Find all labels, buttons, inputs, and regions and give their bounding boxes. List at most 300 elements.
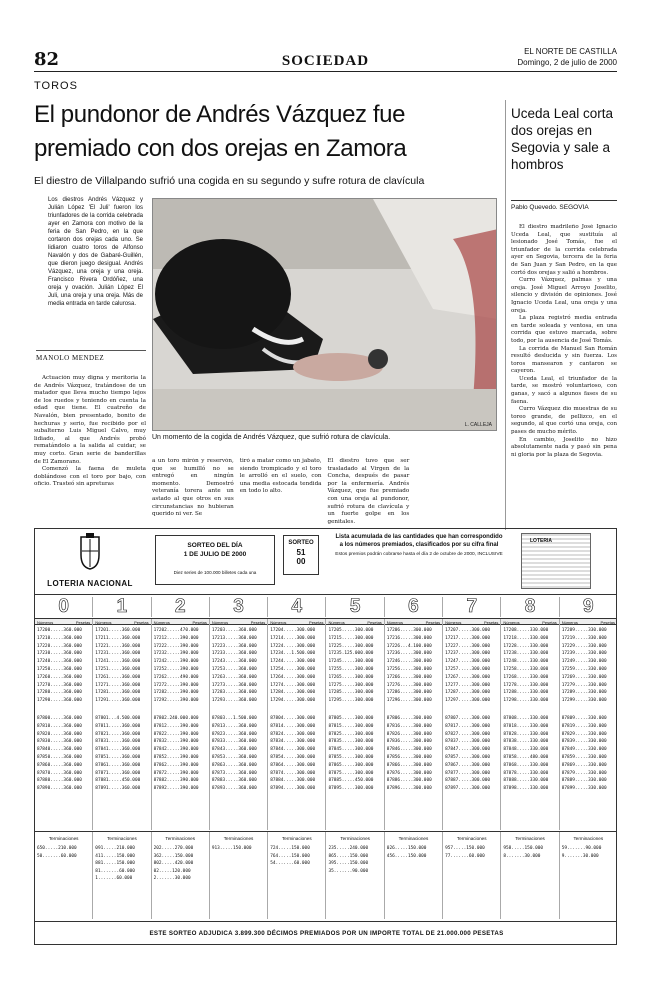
prize-entry: 17242.....390.000 <box>153 659 199 665</box>
prize-entry: 87851.....360.000 <box>95 754 141 760</box>
list-note: Estos premios podrán cobrarse hasta el día 2 de octubre de 2000, INCLUSIVE <box>335 552 503 557</box>
prize-entry: 17208.....330.000 <box>503 628 549 633</box>
terminacion-entry: 395.....150.000 <box>328 861 369 867</box>
prize-entry: 17244.....300.000 <box>270 659 316 665</box>
prize-entry: 87805.....300.000 <box>328 715 374 721</box>
prize-entry: 87856.....300.000 <box>386 754 432 760</box>
article-headline: El pundonor de Andrés Vázquez fue premiado con dos orejas en Zamora <box>34 101 407 162</box>
terminacion-entry: 235.....240.000 <box>328 846 369 851</box>
ticket-image <box>521 533 591 589</box>
numeros-label: Números <box>95 620 112 625</box>
side-article-byline: Pablo Quevedo. SEGOVIA <box>511 200 617 211</box>
prize-entry: 17263.....360.000 <box>211 674 257 680</box>
prize-entry: 87801...4.500.000 <box>95 715 141 721</box>
prize-entry: 17243.....360.000 <box>211 659 257 665</box>
terminacion-entry: 724.....150.000 <box>270 846 310 851</box>
prize-entry: 87870.....360.000 <box>37 770 82 776</box>
prize-entry: 87810.....360.000 <box>37 723 82 729</box>
prize-entry: 87895.....300.000 <box>328 786 374 792</box>
prize-entry: 87876.....300.000 <box>386 770 432 776</box>
prize-entry: 17218.....330.000 <box>503 635 549 641</box>
prize-entry: 87884.....300.000 <box>270 778 316 784</box>
prize-entry: 17273.....360.000 <box>211 682 257 688</box>
prize-entry: 87852.....390.000 <box>153 754 199 760</box>
prize-entry: 17259.....330.000 <box>561 666 607 672</box>
side-paragraph: En cambio, Joselito no hizo absolutamente nada y pasó sin pena ni gloria por la plaza de Segovia. <box>511 436 617 458</box>
terminaciones-label: Terminaciones <box>223 836 254 841</box>
prize-entry: 17237.....300.000 <box>445 651 491 657</box>
column-label <box>501 619 559 626</box>
column-label <box>93 619 151 626</box>
article-subhead: El diestro de Villalpando sufrió una cogida en su segundo y sufre rotura de clavícula <box>34 175 425 187</box>
article-body <box>34 375 146 540</box>
prize-entry: 87869.....330.000 <box>561 762 607 768</box>
prize-entry: 87841.....360.000 <box>95 747 141 753</box>
terminaciones-column <box>385 832 443 919</box>
digit-header: 2 <box>152 597 210 617</box>
side-paragraph: Curro Vázquez, palmas y una oreja. José Miguel Arroyo Joselito, silencio y división de opiniones. José Ignacio Uceda Leal, una oreja y una oreja. <box>511 277 617 314</box>
prize-entry: 87864.....300.000 <box>270 762 316 768</box>
prize-entry: 87861.....360.000 <box>95 762 141 768</box>
pesetas-label: Pesetas <box>75 620 91 625</box>
prize-entry: 17206.....300.000 <box>386 628 432 633</box>
prize-column <box>268 626 326 830</box>
prize-entry: 17245.....300.000 <box>328 659 374 665</box>
prize-entry: 17220.....360.000 <box>37 643 82 649</box>
article-author: MANOLO MENDEZ <box>36 350 146 362</box>
terminaciones-label: Terminaciones <box>282 836 312 841</box>
prize-entry: 17286.....300.000 <box>386 690 432 696</box>
prize-entry: 87832.....390.000 <box>153 739 199 745</box>
prize-entry: 17296.....300.000 <box>386 698 432 704</box>
terminacion-entry: 764.....150.000 <box>270 853 310 859</box>
prize-entry: 87874.....300.000 <box>270 770 316 776</box>
prize-entry: 17262.....490.000 <box>153 674 199 680</box>
prize-entry: 17217.....300.000 <box>445 635 491 641</box>
prize-entry: 87894.....300.000 <box>270 786 316 792</box>
body-paragraph: Comenzó la faena de muleta doblándose con el toro por bajo, con oficio. Trasteó sin apreturas <box>34 466 146 488</box>
prize-entry: 17265.....300.000 <box>328 674 374 680</box>
prize-entry: 87886.....300.000 <box>386 778 432 784</box>
prize-entry: 87858.....480.000 <box>503 754 549 760</box>
bullfight-photo <box>152 198 497 431</box>
prize-entry: 17288.....330.000 <box>503 690 549 696</box>
terminaciones-label: Terminaciones <box>107 836 137 841</box>
prize-entry: 87887.....300.000 <box>445 778 491 784</box>
column-label <box>443 619 501 626</box>
prize-entry: 87808.....330.000 <box>503 715 549 721</box>
page-header <box>34 46 617 72</box>
prize-entry: 17256.....300.000 <box>386 666 432 672</box>
article-kicker: TOROS <box>34 80 78 92</box>
prize-entry: 17202.....470.000 <box>153 628 199 633</box>
prize-entry: 17264.....300.000 <box>270 674 316 680</box>
prize-entry: 17290.....360.000 <box>37 698 82 704</box>
issue-date: Domingo, 2 de julio de 2000 <box>517 58 617 67</box>
terminaciones-column <box>268 832 326 919</box>
prize-entry: 87875.....300.000 <box>328 770 374 776</box>
prize-entry: 87898.....330.000 <box>503 786 549 792</box>
side-article-body <box>511 224 617 524</box>
prize-entry: 87862.....390.000 <box>153 762 199 768</box>
lottery-brand: LOTERIA NACIONAL <box>47 579 133 588</box>
prize-entry: 17272.....390.000 <box>153 682 199 688</box>
numeros-label: Números <box>328 620 345 625</box>
prize-entry: 17231.....360.000 <box>95 651 141 657</box>
prize-entry: 17232.....390.000 <box>153 651 199 657</box>
prize-entry: 17281.....360.000 <box>95 690 141 696</box>
column-label <box>326 619 384 626</box>
prize-entry: 87899.....330.000 <box>561 786 607 792</box>
prize-entry: 17249.....330.000 <box>561 659 607 665</box>
prize-entry: 87829.....330.000 <box>561 731 607 737</box>
digit-header: 9 <box>560 597 617 617</box>
continuation-column: tiró a matar como un jabato, siendo trompicado y el toro le arrolló en el suelo, con una media estocada tendida en todo lo alto. <box>239 458 322 495</box>
numeros-label: Números <box>37 620 54 625</box>
terminacion-entry: 362.....150.000 <box>153 853 194 859</box>
prize-column <box>560 626 617 830</box>
prize-entry: 17236.....300.000 <box>386 651 432 657</box>
prize-column <box>385 626 443 830</box>
prize-entry: 87846.....300.000 <box>386 747 432 753</box>
prize-entry: 17240.....360.000 <box>37 659 82 665</box>
prize-entry: 87824.....300.000 <box>270 731 316 737</box>
prize-entry: 17260.....360.000 <box>37 674 82 680</box>
prize-entry: 17298.....330.000 <box>503 698 549 704</box>
prize-entry: 17275.....300.000 <box>328 682 374 688</box>
prize-entry: 87835.....300.000 <box>328 739 374 745</box>
prize-entry: 17267.....300.000 <box>445 674 491 680</box>
prize-entry: 17223.....360.000 <box>211 643 257 649</box>
prize-number-grid <box>35 626 617 830</box>
prize-entry: 17214.....300.000 <box>270 635 316 641</box>
prize-entry: 17248.....330.000 <box>503 659 549 665</box>
prize-entry: 17207.....300.000 <box>445 628 491 633</box>
prize-entry: 87807.....300.000 <box>445 715 491 721</box>
prize-entry: 17219.....330.000 <box>561 635 607 641</box>
draw-date: 1 DE JULIO DE 2000 <box>183 551 247 558</box>
pesetas-label: Pesetas <box>425 620 441 625</box>
terminaciones-column <box>501 832 559 919</box>
prize-entry: 87866.....300.000 <box>386 762 432 768</box>
photo-credit: L. CALLEJA <box>464 422 492 428</box>
group-gap <box>328 705 381 715</box>
prize-entry: 17268.....330.000 <box>503 674 549 680</box>
prize-entry: 17239.....330.000 <box>561 651 607 657</box>
prize-entry: 17282.....390.000 <box>153 690 199 696</box>
prize-entry: 87845.....300.000 <box>328 747 374 753</box>
column-label <box>152 619 210 626</box>
pesetas-label: Pesetas <box>483 620 499 625</box>
prize-entry: 87849.....330.000 <box>561 747 607 753</box>
prize-entry: 17230.....360.000 <box>37 651 82 657</box>
prize-entry: 17211.....360.000 <box>95 635 141 641</box>
side-article-title: Ucedа Leal corta dos orejas en Segovia y sale a hombros <box>511 106 614 172</box>
prize-entry: 87865.....300.000 <box>328 762 374 768</box>
lottery-footer: ESTE SORTEO ADJUDICA 3.899.300 DÉCIMOS PREMIADOS POR UN IMPORTE TOTAL DE 21.000.000 PESETAS <box>35 921 617 945</box>
prize-entry: 87872.....390.000 <box>153 770 199 776</box>
digit-header: 1 <box>93 597 151 617</box>
terminacion-entry: 1.......60.000 <box>95 876 133 882</box>
draw-title: SORTEO DEL DÍA <box>187 542 243 549</box>
pesetas-label: Pesetas <box>250 620 266 625</box>
prize-entry: 87860.....360.000 <box>37 762 82 768</box>
prize-entry: 87878.....330.000 <box>503 770 549 776</box>
draw-number-box <box>283 535 319 575</box>
prize-entry: 17279.....330.000 <box>561 682 607 688</box>
column-label <box>210 619 268 626</box>
prize-entry: 87844.....300.000 <box>270 747 316 753</box>
group-gap <box>95 705 148 715</box>
prize-entry: 87897.....300.000 <box>445 786 491 792</box>
prize-entry: 17299.....330.000 <box>561 698 607 704</box>
digit-header: 4 <box>268 597 326 617</box>
draw-label: SORTEO <box>288 540 314 546</box>
terminaciones-column <box>210 832 268 919</box>
terminaciones-column <box>93 832 151 919</box>
prize-entry: 87871.....360.000 <box>95 770 141 776</box>
prize-entry: 17238.....330.000 <box>503 651 549 657</box>
prize-entry: 17224.....300.000 <box>270 643 316 649</box>
prize-entry: 87817.....300.000 <box>445 723 491 729</box>
prize-entry: 87893.....360.000 <box>211 786 257 792</box>
prize-entry: 17271.....360.000 <box>95 682 141 688</box>
prize-entry: 87850.....360.000 <box>37 754 82 760</box>
terminaciones-label: Terminaciones <box>398 836 429 841</box>
prize-entry: 87818.....330.000 <box>503 723 549 729</box>
ticket-brand: LOTERIA <box>530 538 552 544</box>
prize-entry: 17216.....300.000 <box>386 635 432 641</box>
group-gap <box>154 705 207 715</box>
prize-entry: 17210.....360.000 <box>37 635 82 641</box>
coat-of-arms-icon <box>77 533 103 571</box>
prize-entry: 87819.....330.000 <box>561 723 607 729</box>
prize-entry: 17235.125.000.000 <box>328 651 374 657</box>
prize-entry: 17253.....360.000 <box>211 666 257 672</box>
prize-entry: 87867.....300.000 <box>445 762 491 768</box>
prize-column <box>152 626 210 830</box>
terminaciones-label: Terminaciones <box>515 836 545 841</box>
prize-column <box>443 626 501 830</box>
prize-entry: 87823.....360.000 <box>211 731 257 737</box>
prize-entry: 87809.....330.000 <box>561 715 607 721</box>
prize-entry: 87800.....360.000 <box>37 715 82 721</box>
numeros-label: Números <box>445 620 462 625</box>
prize-entry: 87853.....360.000 <box>211 754 257 760</box>
terminacion-entry: 202.....270.000 <box>153 846 194 851</box>
pesetas-label: Pesetas <box>134 620 149 625</box>
terminaciones-label: Terminaciones <box>48 836 79 841</box>
prize-entry: 87863.....360.000 <box>211 762 257 768</box>
terminacion-entry: 50.......60.000 <box>37 853 77 859</box>
prize-entry: 17257.....300.000 <box>445 666 491 672</box>
prize-entry: 87827.....300.000 <box>445 731 491 737</box>
prize-entry: 87822.....390.000 <box>153 731 199 737</box>
prize-entry: 17200.....360.000 <box>37 628 82 633</box>
prize-entry: 17201.....360.000 <box>95 628 141 633</box>
prize-entry: 87833.....360.000 <box>211 739 257 745</box>
pesetas-label: Pesetas <box>600 620 615 625</box>
newspaper-name: EL NORTE DE CASTILLA <box>524 47 617 56</box>
terminacion-entry: 54.......60.000 <box>270 861 310 867</box>
prize-entry: 17221.....360.000 <box>95 643 141 649</box>
list-title: Lista acumulada de las cantidades que han correspondido a los números premiados, clasificados por su cifra final <box>335 534 503 548</box>
prize-entry: 87855.....300.000 <box>328 754 374 760</box>
prize-entry: 17233.....360.000 <box>211 651 257 657</box>
prize-entry: 17270.....360.000 <box>37 682 82 688</box>
terminaciones-column <box>152 832 210 919</box>
terminacion-entry: 77.......60.000 <box>445 853 485 859</box>
prize-entry: 87811.....360.000 <box>95 723 141 729</box>
prize-entry: 17255.....300.000 <box>328 666 374 672</box>
prize-entry: 17250.....360.000 <box>37 666 82 672</box>
continuation-column: a un toro mirón y reservón, que se humilló no se entregó en ningún momento. Demostró veteranía torera ante un astado al que otros en sus circunstancias no hubieran querido ni ver. Se <box>152 458 234 518</box>
terminaciones-label: Terminaciones <box>340 836 370 841</box>
digit-header: 5 <box>326 597 384 617</box>
article-intro: Los diestros Andrés Vázquez y Julián López 'El Juli' fueron los triunfadores de la corrida celebrada ayer en Zamora con motivo de la feria de San Pedro, en la que cortaron dos orejas cada uno. Se lidiaron cuatro toros de Alfonso Navalón y dos de Gabaré-Guillén, que dieron juego desigual. Andrés Vázquez, una oreja y una oreja. Francisco Rivera Ordóñez, una oreja y ovación. Julián López El Juli, una oreja y una oreja. Más de media entrada en tarde calurosa. <box>48 197 143 307</box>
prize-entry: 87815.....300.000 <box>328 723 374 729</box>
prize-entry: 87877.....300.000 <box>445 770 491 776</box>
prize-entry: 87879.....330.000 <box>561 770 607 776</box>
numeros-label: Números <box>561 620 578 625</box>
numeros-label: Números <box>386 620 404 625</box>
prize-entry: 17252.....390.000 <box>153 666 199 672</box>
terminacion-entry: 9.......30.000 <box>561 853 599 859</box>
digit-header: 8 <box>501 597 559 617</box>
prize-entry: 87838.....330.000 <box>503 739 549 745</box>
prize-entry: 87888.....330.000 <box>503 778 549 784</box>
group-gap <box>562 705 615 715</box>
pesetas-label: Pesetas <box>542 620 557 625</box>
prize-entry: 87816.....300.000 <box>386 723 432 729</box>
group-gap <box>387 705 440 715</box>
numeros-label: Números <box>153 620 170 625</box>
prize-entry: 17212.....390.000 <box>153 635 199 641</box>
prize-entry: 17293.....360.000 <box>211 698 257 704</box>
prize-entry: 17229.....330.000 <box>561 643 607 649</box>
draw-sub: 00 <box>296 557 306 566</box>
prize-entry: 17228.....330.000 <box>503 643 549 649</box>
terminacion-entry: 81.......60.000 <box>95 868 135 874</box>
prize-entry: 17269.....330.000 <box>561 674 607 680</box>
terminacion-entry: 59.......90.000 <box>561 846 602 851</box>
terminaciones-column <box>326 832 384 919</box>
side-paragraph: Curro Vázquez dio muestras de su toreo grande, de pellizco, en el segundo, al que cortó una oreja, con pases de mucho mérito. <box>511 406 617 436</box>
prize-entry: 87802.240.000.000 <box>153 715 199 721</box>
prize-entry: 17284.....300.000 <box>270 690 316 696</box>
draw-note: Diez series de 100.000 billetes cada una <box>173 570 257 575</box>
terminacion-entry: 026.....150.000 <box>386 846 427 851</box>
group-gap <box>212 705 265 715</box>
continuation-column <box>415 458 497 538</box>
prize-entry: 87873.....360.000 <box>211 770 257 776</box>
photo-caption: Un momento de la cogida de Andrés Vázquez, que sufrió rotura de clavícula. <box>152 434 391 441</box>
numeros-label: Números <box>270 620 287 625</box>
prize-entry: 87854.....300.000 <box>270 754 316 760</box>
terminacion-entry: 881.....150.000 <box>95 861 135 867</box>
group-gap <box>503 705 556 715</box>
prize-entry: 17287.....300.000 <box>445 690 491 696</box>
prize-entry: 17285.....300.000 <box>328 690 374 696</box>
prize-column <box>210 626 268 830</box>
prize-entry: 87803...1.500.000 <box>211 715 257 721</box>
prize-entry: 17289.....330.000 <box>561 690 607 696</box>
terminacion-entry: 411.....150.000 <box>95 853 135 859</box>
numeros-label: Números <box>211 620 229 625</box>
prize-entry: 87896.....300.000 <box>386 786 432 792</box>
terminaciones-label: Terminaciones <box>573 836 604 841</box>
side-paragraph: La corrida de Manuel San Román resultó deslucida y sin fuerza. Los toros mansearon y cantaron se cayeron. <box>511 345 617 375</box>
lottery-header <box>35 529 617 595</box>
prize-entry: 87806.....300.000 <box>386 715 432 721</box>
prize-entry: 87889.....330.000 <box>561 778 607 784</box>
group-gap <box>270 705 323 715</box>
terminacion-entry: 650.....210.000 <box>37 846 77 851</box>
terminacion-entry: 957.....150.000 <box>445 846 485 851</box>
prize-column <box>501 626 559 830</box>
prize-entry: 87847.....300.000 <box>445 747 491 753</box>
column-label <box>560 619 617 626</box>
prize-column <box>35 626 93 830</box>
prize-entry: 17226...4.100.000 <box>386 643 432 649</box>
prize-entry: 17291.....360.000 <box>95 698 141 704</box>
column-label <box>385 619 443 626</box>
prize-entry: 17294.....300.000 <box>270 698 316 704</box>
prize-column <box>326 626 384 830</box>
terminacion-entry: 456.....150.000 <box>386 853 427 859</box>
pesetas-label: Pesetas <box>192 620 207 625</box>
prize-entry: 87881.....450.000 <box>95 778 141 784</box>
prize-entry: 17276.....300.000 <box>386 682 432 688</box>
side-paragraph: Uceda Leal, el triunfador de la tarde, se mostró voluntarioso, con ganas, y sacó a algunos fases de su faena. <box>511 375 617 405</box>
prize-entry: 87843.....360.000 <box>211 747 257 753</box>
prize-entry: 87821.....360.000 <box>95 731 141 737</box>
digit-header: 3 <box>210 597 268 617</box>
prize-entry: 87834.....300.000 <box>270 739 316 745</box>
section-title: SOCIEDAD <box>281 53 370 69</box>
prize-entry: 87840.....360.000 <box>37 747 82 753</box>
continuation-column: El diestro tuvo que ser trasladado al Virgen de la Concha, después de pasar por la enfermería. Andrés Vázquez, que fue premiado con una oreja al pundonor, sufrió rotura de clavícula y un fuerte golpe en los genitales. <box>327 458 410 525</box>
list-description <box>333 533 505 558</box>
prize-entry: 87892.....390.000 <box>153 786 199 792</box>
prize-entry: 87804.....300.000 <box>270 715 316 721</box>
prize-entry: 87839.....330.000 <box>561 739 607 745</box>
prize-entry: 87825.....300.000 <box>328 731 374 737</box>
group-gap <box>37 705 90 715</box>
prize-entry: 87830.....360.000 <box>37 739 82 745</box>
body-paragraph: Actuación muy digna y meritoria la de Andrés Vázquez, tratándose de un matador que lleva mucho tiempo lejos de los ruedos y teniendo en cuenta la edad que tiene. El cuatreño de Navalón, bien presentado, bonito de hechuras y serio, fue recibido por el subalterno Luis Miguel Calvo, muy lidiado, al que Andrés probó rematándolo a la salida al cuidar, se muy corto. Gran serie de banderillas de El Zamorano. <box>34 375 146 465</box>
terminacion-entry: 02.....120.000 <box>153 868 191 874</box>
prize-entry: 17222.....390.000 <box>153 643 199 649</box>
draw-number: 51 <box>296 548 306 557</box>
column-label <box>35 619 93 626</box>
prize-entry: 17241.....360.000 <box>95 659 141 665</box>
column-divider <box>505 100 506 530</box>
prize-entry: 87837.....300.000 <box>445 739 491 745</box>
digit-header: 7 <box>443 597 501 617</box>
prize-entry: 87880.....360.000 <box>37 778 82 784</box>
prize-entry: 17278.....330.000 <box>503 682 549 688</box>
terminaciones-row <box>35 831 617 919</box>
prize-entry: 87859.....330.000 <box>561 754 607 760</box>
prize-entry: 17297.....300.000 <box>445 698 491 704</box>
terminacion-entry: 802.....420.000 <box>153 861 194 867</box>
digit-header: 6 <box>385 597 443 617</box>
prize-entry: 17203.....360.000 <box>211 628 257 633</box>
terminaciones-label: Terminaciones <box>456 836 487 841</box>
terminacion-entry: 35.......90.000 <box>328 868 369 874</box>
prize-entry: 17274.....300.000 <box>270 682 316 688</box>
